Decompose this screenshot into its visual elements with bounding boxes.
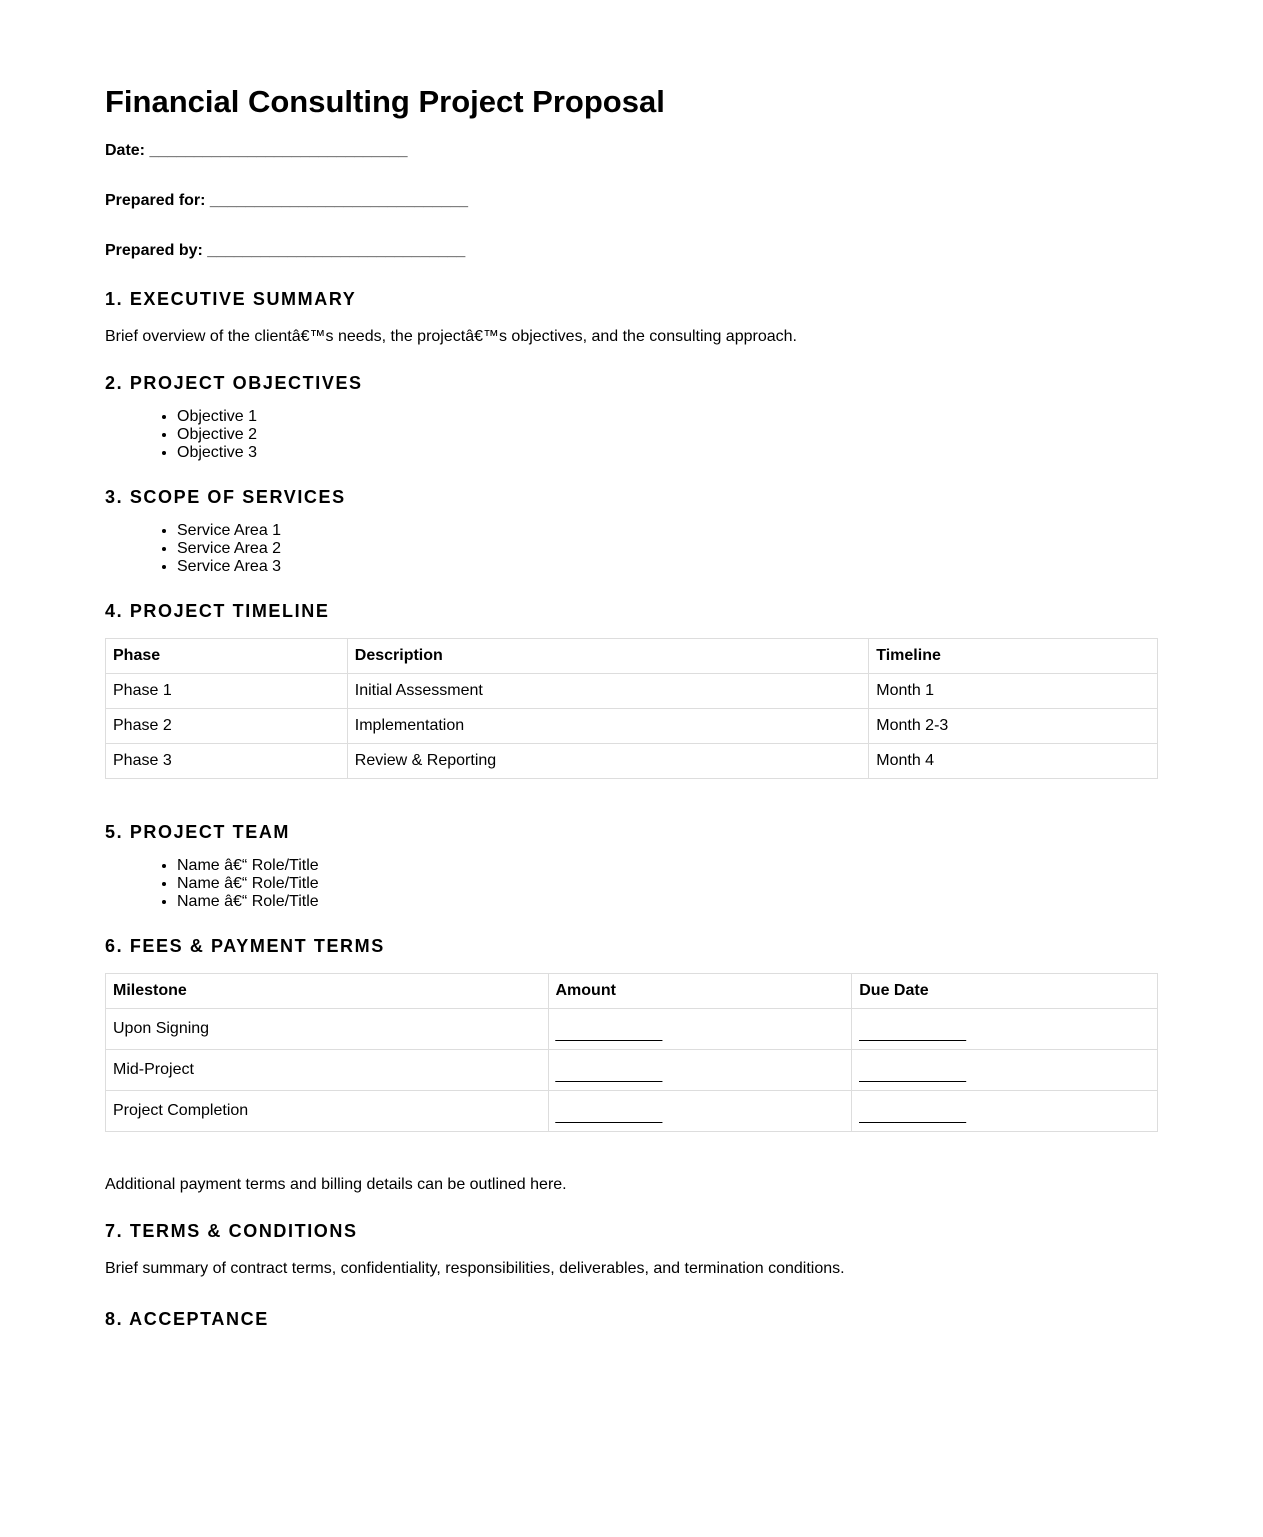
- fees-payment-heading: 6. FEES & PAYMENT TERMS: [105, 936, 385, 956]
- fees-note: Additional payment terms and billing details can be outlined here.: [105, 1176, 567, 1193]
- prepared-for-blank: _____________________________: [209, 192, 468, 209]
- prepared-by-label: Prepared by:: [105, 242, 203, 259]
- executive-summary-heading: 1. EXECUTIVE SUMMARY: [105, 289, 357, 309]
- team-list: [105, 857, 1158, 911]
- table-row: [106, 1091, 1158, 1132]
- document-title: Financial Consulting Project Proposal: [105, 84, 665, 119]
- list-item: • Name â€“ Role/Title: [177, 875, 1158, 893]
- amount-blank-cell: ____________: [548, 1009, 852, 1050]
- project-timeline-heading: 4. PROJECT TIMELINE: [105, 601, 330, 621]
- scope-of-services-heading: 3. SCOPE OF SERVICES: [105, 487, 346, 507]
- table-row: [106, 1009, 1158, 1050]
- list-item: • Objective 1: [177, 408, 1158, 426]
- column-header-milestone: Milestone: [106, 974, 549, 1009]
- milestone-cell: Project Completion: [106, 1091, 549, 1132]
- column-header-timeline: Timeline: [869, 639, 1158, 674]
- date-line: [105, 142, 1158, 160]
- amount-blank-cell: ____________: [548, 1050, 852, 1091]
- phase-cell: Phase 2: [106, 709, 348, 744]
- prepared-by-line: [105, 242, 1158, 260]
- description-cell: Initial Assessment: [347, 674, 868, 709]
- milestone-cell: Mid-Project: [106, 1050, 549, 1091]
- acceptance-heading: 8. ACCEPTANCE: [105, 1309, 269, 1329]
- description-cell: Review & Reporting: [347, 744, 868, 779]
- fees-table: [105, 973, 1158, 1132]
- table-row: [106, 674, 1158, 709]
- terms-conditions-heading: 7. TERMS & CONDITIONS: [105, 1221, 358, 1241]
- list-item: • Service Area 1: [177, 522, 1158, 540]
- due-date-blank-cell: ____________: [852, 1009, 1158, 1050]
- prepared-for-label: Prepared for:: [105, 192, 206, 209]
- column-header-amount: Amount: [548, 974, 852, 1009]
- column-header-description: Description: [347, 639, 868, 674]
- table-row: [106, 709, 1158, 744]
- table-row: [106, 744, 1158, 779]
- amount-blank-cell: ____________: [548, 1091, 852, 1132]
- table-header-row: [106, 639, 1158, 674]
- executive-summary-text: Brief overview of the clientâ€™s needs, the projectâ€™s objectives, and the consulting approach.: [105, 328, 797, 345]
- list-item: • Objective 3: [177, 444, 1158, 462]
- column-header-phase: Phase: [106, 639, 348, 674]
- objectives-list: [105, 408, 1158, 462]
- list-item: • Service Area 2: [177, 540, 1158, 558]
- list-item: • Name â€“ Role/Title: [177, 857, 1158, 875]
- project-objectives-heading: 2. PROJECT OBJECTIVES: [105, 373, 363, 393]
- due-date-blank-cell: ____________: [852, 1050, 1158, 1091]
- milestone-cell: Upon Signing: [106, 1009, 549, 1050]
- timeline-cell: Month 2-3: [869, 709, 1158, 744]
- date-label: Date:: [105, 142, 146, 159]
- list-item: • Objective 2: [177, 426, 1158, 444]
- description-cell: Implementation: [347, 709, 868, 744]
- table-row: [106, 1050, 1158, 1091]
- prepared-for-line: [105, 192, 1158, 210]
- terms-conditions-text: Brief summary of contract terms, confidentiality, responsibilities, deliverables, and termination conditions.: [105, 1260, 845, 1277]
- column-header-due-date: Due Date: [852, 974, 1158, 1009]
- list-item: • Service Area 3: [177, 558, 1158, 576]
- services-list: [105, 522, 1158, 576]
- table-header-row: [106, 974, 1158, 1009]
- phase-cell: Phase 3: [106, 744, 348, 779]
- due-date-blank-cell: ____________: [852, 1091, 1158, 1132]
- phase-cell: Phase 1: [106, 674, 348, 709]
- list-item: • Name â€“ Role/Title: [177, 893, 1158, 911]
- timeline-cell: Month 1: [869, 674, 1158, 709]
- timeline-cell: Month 4: [869, 744, 1158, 779]
- timeline-table: [105, 638, 1158, 779]
- project-team-heading: 5. PROJECT TEAM: [105, 822, 291, 842]
- date-blank: _____________________________: [149, 142, 408, 159]
- prepared-by-blank: _____________________________: [207, 242, 466, 259]
